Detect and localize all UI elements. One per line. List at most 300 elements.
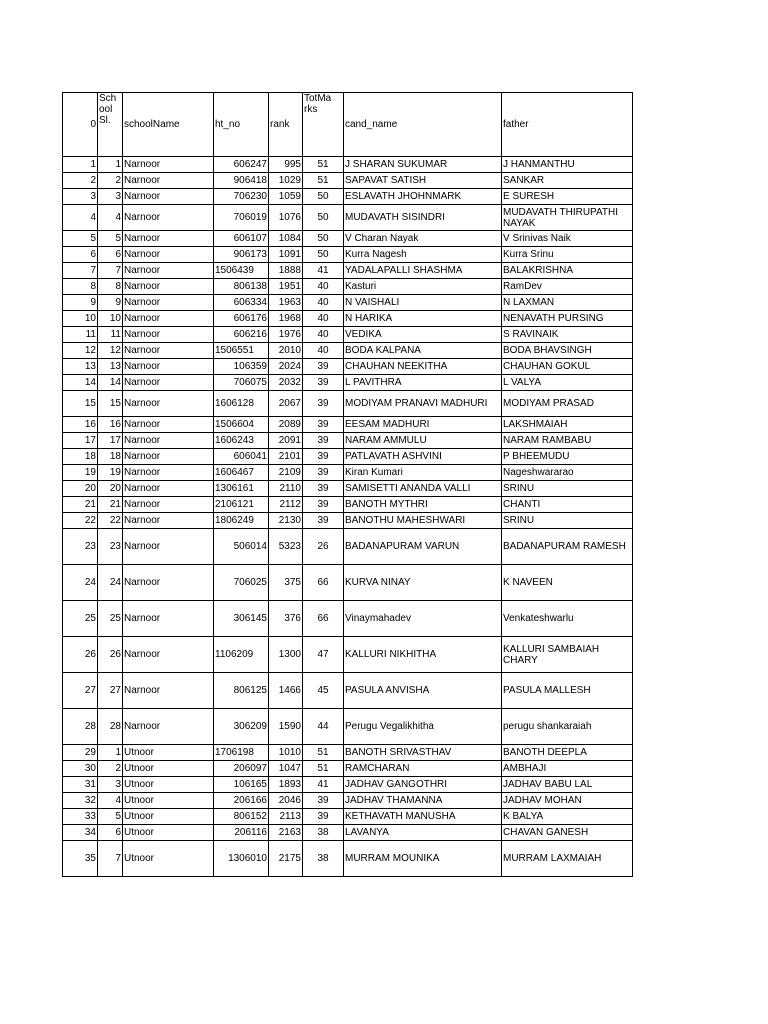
- rank-cell[interactable]: 1029: [269, 173, 303, 189]
- tot-marks-cell[interactable]: 50: [303, 231, 344, 247]
- school-sl-cell[interactable]: 24: [98, 565, 123, 601]
- ht-no-cell[interactable]: 1506439: [214, 263, 269, 279]
- tot-marks-cell[interactable]: 51: [303, 761, 344, 777]
- father-cell[interactable]: Nageshwararao: [502, 465, 633, 481]
- header-cand-name[interactable]: cand_name: [344, 93, 502, 157]
- cand-name-cell[interactable]: SAMISETTI ANANDA VALLI: [344, 481, 502, 497]
- ht-no-cell[interactable]: 1806249: [214, 513, 269, 529]
- father-cell[interactable]: L VALYA: [502, 375, 633, 391]
- father-cell[interactable]: Kurra Srinu: [502, 247, 633, 263]
- cand-name-cell[interactable]: Vinaymahadev: [344, 601, 502, 637]
- row-index-cell[interactable]: 18: [63, 449, 98, 465]
- school-name-cell[interactable]: Narnoor: [123, 601, 214, 637]
- father-cell[interactable]: CHAVAN GANESH: [502, 825, 633, 841]
- cand-name-cell[interactable]: BANOTH SRIVASTHAV: [344, 745, 502, 761]
- tot-marks-cell[interactable]: 50: [303, 205, 344, 231]
- rank-cell[interactable]: 1951: [269, 279, 303, 295]
- rank-cell[interactable]: 995: [269, 157, 303, 173]
- tot-marks-cell[interactable]: 38: [303, 841, 344, 877]
- row-index-cell[interactable]: 19: [63, 465, 98, 481]
- ht-no-cell[interactable]: 606216: [214, 327, 269, 343]
- school-sl-cell[interactable]: 1: [98, 745, 123, 761]
- header-school-sl[interactable]: Sch ool Sl.: [98, 93, 123, 157]
- cand-name-cell[interactable]: KALLURI NIKHITHA: [344, 637, 502, 673]
- father-cell[interactable]: RamDev: [502, 279, 633, 295]
- tot-marks-cell[interactable]: 50: [303, 189, 344, 205]
- father-cell[interactable]: CHANTI: [502, 497, 633, 513]
- rank-cell[interactable]: 376: [269, 601, 303, 637]
- school-sl-cell[interactable]: 7: [98, 263, 123, 279]
- row-index-cell[interactable]: 23: [63, 529, 98, 565]
- school-sl-cell[interactable]: 3: [98, 777, 123, 793]
- ht-no-cell[interactable]: 1506604: [214, 417, 269, 433]
- tot-marks-cell[interactable]: 51: [303, 173, 344, 189]
- row-index-cell[interactable]: 25: [63, 601, 98, 637]
- school-sl-cell[interactable]: 18: [98, 449, 123, 465]
- school-name-cell[interactable]: Utnoor: [123, 761, 214, 777]
- ht-no-cell[interactable]: 906173: [214, 247, 269, 263]
- father-cell[interactable]: JADHAV BABU LAL: [502, 777, 633, 793]
- school-sl-cell[interactable]: 1: [98, 157, 123, 173]
- school-sl-cell[interactable]: 16: [98, 417, 123, 433]
- row-index-cell[interactable]: 28: [63, 709, 98, 745]
- school-name-cell[interactable]: Narnoor: [123, 231, 214, 247]
- row-index-cell[interactable]: 12: [63, 343, 98, 359]
- row-index-cell[interactable]: 4: [63, 205, 98, 231]
- header-rank[interactable]: rank: [269, 93, 303, 157]
- tot-marks-cell[interactable]: 39: [303, 375, 344, 391]
- school-name-cell[interactable]: Narnoor: [123, 375, 214, 391]
- table-row: [63, 205, 633, 231]
- tot-marks-cell[interactable]: 39: [303, 809, 344, 825]
- tot-marks-cell[interactable]: 40: [303, 311, 344, 327]
- school-sl-cell[interactable]: 27: [98, 673, 123, 709]
- ht-no-cell[interactable]: 606176: [214, 311, 269, 327]
- school-sl-cell[interactable]: 11: [98, 327, 123, 343]
- rank-cell[interactable]: 1076: [269, 205, 303, 231]
- table-row: [63, 375, 633, 391]
- tot-marks-cell[interactable]: 40: [303, 327, 344, 343]
- ht-no-cell[interactable]: 1306161: [214, 481, 269, 497]
- table-row: [63, 637, 633, 673]
- header-index[interactable]: 0: [63, 93, 98, 157]
- table-row: [63, 673, 633, 709]
- row-index-cell[interactable]: 22: [63, 513, 98, 529]
- father-cell[interactable]: BANOTH DEEPLA: [502, 745, 633, 761]
- row-index-cell[interactable]: 15: [63, 391, 98, 417]
- school-name-cell[interactable]: Narnoor: [123, 709, 214, 745]
- tot-marks-cell[interactable]: 40: [303, 295, 344, 311]
- school-sl-cell[interactable]: 10: [98, 311, 123, 327]
- cand-name-cell[interactable]: VEDIKA: [344, 327, 502, 343]
- tot-marks-cell[interactable]: 39: [303, 433, 344, 449]
- father-cell[interactable]: LAKSHMAIAH: [502, 417, 633, 433]
- father-cell[interactable]: P BHEEMUDU: [502, 449, 633, 465]
- father-cell[interactable]: SRINU: [502, 481, 633, 497]
- school-name-cell[interactable]: Narnoor: [123, 311, 214, 327]
- school-sl-cell[interactable]: 26: [98, 637, 123, 673]
- father-cell[interactable]: S RAVINAIK: [502, 327, 633, 343]
- rank-cell[interactable]: 2046: [269, 793, 303, 809]
- table-row: [63, 709, 633, 745]
- school-name-cell[interactable]: Narnoor: [123, 295, 214, 311]
- rank-cell[interactable]: 2032: [269, 375, 303, 391]
- ht-no-cell[interactable]: 606247: [214, 157, 269, 173]
- rank-cell[interactable]: 1968: [269, 311, 303, 327]
- cand-name-cell[interactable]: MURRAM MOUNIKA: [344, 841, 502, 877]
- cand-name-cell[interactable]: KETHAVATH MANUSHA: [344, 809, 502, 825]
- school-sl-cell[interactable]: 6: [98, 825, 123, 841]
- father-cell[interactable]: MODIYAM PRASAD: [502, 391, 633, 417]
- cand-name-cell[interactable]: V Charan Nayak: [344, 231, 502, 247]
- school-name-cell[interactable]: Narnoor: [123, 465, 214, 481]
- father-cell[interactable]: AMBHAJI: [502, 761, 633, 777]
- school-name-cell[interactable]: Narnoor: [123, 637, 214, 673]
- rank-cell[interactable]: 1466: [269, 673, 303, 709]
- rank-cell[interactable]: 2110: [269, 481, 303, 497]
- row-index-cell[interactable]: 11: [63, 327, 98, 343]
- rank-cell[interactable]: 2175: [269, 841, 303, 877]
- rank-cell[interactable]: 1893: [269, 777, 303, 793]
- ht-no-cell[interactable]: 306209: [214, 709, 269, 745]
- school-name-cell[interactable]: Narnoor: [123, 157, 214, 173]
- row-index-cell[interactable]: 5: [63, 231, 98, 247]
- cand-name-cell[interactable]: PASULA ANVISHA: [344, 673, 502, 709]
- cand-name-cell[interactable]: L PAVITHRA: [344, 375, 502, 391]
- table-row: [63, 793, 633, 809]
- row-index-cell[interactable]: 8: [63, 279, 98, 295]
- school-sl-cell[interactable]: 2: [98, 761, 123, 777]
- row-index-cell[interactable]: 1: [63, 157, 98, 173]
- row-index-cell[interactable]: 10: [63, 311, 98, 327]
- cand-name-cell[interactable]: Kiran Kumari: [344, 465, 502, 481]
- ht-no-cell[interactable]: 1506551: [214, 343, 269, 359]
- ht-no-cell[interactable]: 106359: [214, 359, 269, 375]
- school-sl-cell[interactable]: 25: [98, 601, 123, 637]
- row-index-cell[interactable]: 7: [63, 263, 98, 279]
- school-sl-cell[interactable]: 7: [98, 841, 123, 877]
- cand-name-cell[interactable]: Kasturi: [344, 279, 502, 295]
- school-sl-cell[interactable]: 5: [98, 231, 123, 247]
- tot-marks-cell[interactable]: 41: [303, 263, 344, 279]
- tot-marks-cell[interactable]: 40: [303, 279, 344, 295]
- school-sl-cell[interactable]: 28: [98, 709, 123, 745]
- ht-no-cell[interactable]: 1606128: [214, 391, 269, 417]
- father-cell[interactable]: PASULA MALLESH: [502, 673, 633, 709]
- tot-marks-cell[interactable]: 39: [303, 465, 344, 481]
- school-sl-cell[interactable]: 17: [98, 433, 123, 449]
- tot-marks-cell[interactable]: 39: [303, 513, 344, 529]
- father-cell[interactable]: K BALYA: [502, 809, 633, 825]
- tot-marks-cell[interactable]: 44: [303, 709, 344, 745]
- cand-name-cell[interactable]: EESAM MADHURI: [344, 417, 502, 433]
- rank-cell[interactable]: 1047: [269, 761, 303, 777]
- school-name-cell[interactable]: Narnoor: [123, 417, 214, 433]
- cand-name-cell[interactable]: YADALAPALLI SHASHMA: [344, 263, 502, 279]
- father-cell[interactable]: Venkateshwarlu: [502, 601, 633, 637]
- table-row: [63, 391, 633, 417]
- rank-cell[interactable]: 1300: [269, 637, 303, 673]
- cand-name-cell[interactable]: N HARIKA: [344, 311, 502, 327]
- row-index-cell[interactable]: 17: [63, 433, 98, 449]
- rank-cell[interactable]: 2109: [269, 465, 303, 481]
- school-sl-cell[interactable]: 6: [98, 247, 123, 263]
- father-cell[interactable]: N LAXMAN: [502, 295, 633, 311]
- ht-no-cell[interactable]: 1306010: [214, 841, 269, 877]
- row-index-cell[interactable]: 13: [63, 359, 98, 375]
- school-name-cell[interactable]: Narnoor: [123, 327, 214, 343]
- ht-no-cell[interactable]: 206097: [214, 761, 269, 777]
- school-name-cell[interactable]: Narnoor: [123, 497, 214, 513]
- school-sl-cell[interactable]: 13: [98, 359, 123, 375]
- tot-marks-cell[interactable]: 39: [303, 481, 344, 497]
- rank-cell[interactable]: 1963: [269, 295, 303, 311]
- ht-no-cell[interactable]: 206166: [214, 793, 269, 809]
- ht-no-cell[interactable]: 706025: [214, 565, 269, 601]
- school-name-cell[interactable]: Narnoor: [123, 279, 214, 295]
- cand-name-cell[interactable]: BADANAPURAM VARUN: [344, 529, 502, 565]
- row-index-cell[interactable]: 30: [63, 761, 98, 777]
- rank-cell[interactable]: 2101: [269, 449, 303, 465]
- table-row: [63, 247, 633, 263]
- cand-name-cell[interactable]: N VAISHALI: [344, 295, 502, 311]
- row-index-cell[interactable]: 24: [63, 565, 98, 601]
- tot-marks-cell[interactable]: 66: [303, 565, 344, 601]
- rank-cell[interactable]: 1590: [269, 709, 303, 745]
- row-index-cell[interactable]: 33: [63, 809, 98, 825]
- ht-no-cell[interactable]: 1706198: [214, 745, 269, 761]
- ht-no-cell[interactable]: 806125: [214, 673, 269, 709]
- school-name-cell[interactable]: Narnoor: [123, 247, 214, 263]
- row-index-cell[interactable]: 26: [63, 637, 98, 673]
- father-cell[interactable]: JADHAV MOHAN: [502, 793, 633, 809]
- cand-name-cell[interactable]: KURVA NINAY: [344, 565, 502, 601]
- school-sl-cell[interactable]: 2: [98, 173, 123, 189]
- row-index-cell[interactable]: 6: [63, 247, 98, 263]
- school-sl-cell[interactable]: 22: [98, 513, 123, 529]
- cand-name-cell[interactable]: BANOTHU MAHESHWARI: [344, 513, 502, 529]
- ht-no-cell[interactable]: 906418: [214, 173, 269, 189]
- ht-no-cell[interactable]: 2106121: [214, 497, 269, 513]
- rank-cell[interactable]: 1091: [269, 247, 303, 263]
- school-sl-cell[interactable]: 3: [98, 189, 123, 205]
- school-name-cell[interactable]: Utnoor: [123, 825, 214, 841]
- tot-marks-cell[interactable]: 39: [303, 391, 344, 417]
- school-name-cell[interactable]: Narnoor: [123, 263, 214, 279]
- school-name-cell[interactable]: Utnoor: [123, 745, 214, 761]
- father-cell[interactable]: V Srinivas Naik: [502, 231, 633, 247]
- ht-no-cell[interactable]: 806138: [214, 279, 269, 295]
- school-sl-cell[interactable]: 12: [98, 343, 123, 359]
- school-sl-cell[interactable]: 20: [98, 481, 123, 497]
- rank-cell[interactable]: 2089: [269, 417, 303, 433]
- cand-name-cell[interactable]: BODA KALPANA: [344, 343, 502, 359]
- rank-cell[interactable]: 375: [269, 565, 303, 601]
- rank-cell[interactable]: 2113: [269, 809, 303, 825]
- father-cell[interactable]: SRINU: [502, 513, 633, 529]
- school-name-cell[interactable]: Narnoor: [123, 343, 214, 359]
- rank-cell[interactable]: 1888: [269, 263, 303, 279]
- father-cell[interactable]: E SURESH: [502, 189, 633, 205]
- father-cell[interactable]: perugu shankaraiah: [502, 709, 633, 745]
- school-name-cell[interactable]: Narnoor: [123, 529, 214, 565]
- ht-no-cell[interactable]: 606107: [214, 231, 269, 247]
- cand-name-cell[interactable]: BANOTH MYTHRI: [344, 497, 502, 513]
- ht-no-cell[interactable]: 306145: [214, 601, 269, 637]
- school-name-cell[interactable]: Utnoor: [123, 841, 214, 877]
- row-index-cell[interactable]: 27: [63, 673, 98, 709]
- school-sl-cell[interactable]: 15: [98, 391, 123, 417]
- school-name-cell[interactable]: Narnoor: [123, 565, 214, 601]
- ht-no-cell[interactable]: 1106209: [214, 637, 269, 673]
- father-cell[interactable]: BODA BHAVSINGH: [502, 343, 633, 359]
- father-cell[interactable]: NENAVATH PURSING: [502, 311, 633, 327]
- row-index-cell[interactable]: 14: [63, 375, 98, 391]
- ht-no-cell[interactable]: 106165: [214, 777, 269, 793]
- header-ht-no[interactable]: ht_no: [214, 93, 269, 157]
- school-sl-cell[interactable]: 21: [98, 497, 123, 513]
- rank-cell[interactable]: 1976: [269, 327, 303, 343]
- row-index-cell[interactable]: 21: [63, 497, 98, 513]
- ht-no-cell[interactable]: 506014: [214, 529, 269, 565]
- row-index-cell[interactable]: 2: [63, 173, 98, 189]
- school-name-cell[interactable]: Utnoor: [123, 777, 214, 793]
- cand-name-cell[interactable]: Kurra Nagesh: [344, 247, 502, 263]
- father-cell[interactable]: SANKAR: [502, 173, 633, 189]
- tot-marks-cell[interactable]: 47: [303, 637, 344, 673]
- header-school-name[interactable]: schoolName: [123, 93, 214, 157]
- cand-name-cell[interactable]: J SHARAN SUKUMAR: [344, 157, 502, 173]
- school-sl-cell[interactable]: 8: [98, 279, 123, 295]
- rank-cell[interactable]: 2163: [269, 825, 303, 841]
- school-name-cell[interactable]: Narnoor: [123, 391, 214, 417]
- school-sl-cell[interactable]: 14: [98, 375, 123, 391]
- tot-marks-cell[interactable]: 51: [303, 157, 344, 173]
- father-cell[interactable]: KALLURI SAMBAIAH CHARY: [502, 637, 633, 673]
- cand-name-cell[interactable]: MUDAVATH SISINDRI: [344, 205, 502, 231]
- header-father[interactable]: father: [502, 93, 633, 157]
- row-index-cell[interactable]: 31: [63, 777, 98, 793]
- row-index-cell[interactable]: 34: [63, 825, 98, 841]
- school-sl-cell[interactable]: 9: [98, 295, 123, 311]
- father-cell[interactable]: NARAM RAMBABU: [502, 433, 633, 449]
- school-name-cell[interactable]: Narnoor: [123, 189, 214, 205]
- rank-cell[interactable]: 5323: [269, 529, 303, 565]
- school-sl-cell[interactable]: 4: [98, 205, 123, 231]
- row-index-cell[interactable]: 29: [63, 745, 98, 761]
- father-cell[interactable]: BADANAPURAM RAMESH: [502, 529, 633, 565]
- tot-marks-cell[interactable]: 45: [303, 673, 344, 709]
- ht-no-cell[interactable]: 206116: [214, 825, 269, 841]
- row-index-cell[interactable]: 16: [63, 417, 98, 433]
- school-name-cell[interactable]: Narnoor: [123, 481, 214, 497]
- tot-marks-cell[interactable]: 51: [303, 745, 344, 761]
- cand-name-cell[interactable]: LAVANYA: [344, 825, 502, 841]
- cand-name-cell[interactable]: SAPAVAT SATISH: [344, 173, 502, 189]
- ht-no-cell[interactable]: 606041: [214, 449, 269, 465]
- school-sl-cell[interactable]: 19: [98, 465, 123, 481]
- tot-marks-cell[interactable]: 39: [303, 417, 344, 433]
- cand-name-cell[interactable]: Perugu Vegalikhitha: [344, 709, 502, 745]
- ht-no-cell[interactable]: 706075: [214, 375, 269, 391]
- ht-no-cell[interactable]: 806152: [214, 809, 269, 825]
- tot-marks-cell[interactable]: 39: [303, 449, 344, 465]
- tot-marks-cell[interactable]: 26: [303, 529, 344, 565]
- school-sl-cell[interactable]: 5: [98, 809, 123, 825]
- tot-marks-cell[interactable]: 39: [303, 359, 344, 375]
- row-index-cell[interactable]: 9: [63, 295, 98, 311]
- tot-marks-cell[interactable]: 39: [303, 497, 344, 513]
- school-name-cell[interactable]: Narnoor: [123, 173, 214, 189]
- ht-no-cell[interactable]: 1606243: [214, 433, 269, 449]
- cand-name-cell[interactable]: CHAUHAN NEEKITHA: [344, 359, 502, 375]
- table-row: [63, 761, 633, 777]
- rank-cell[interactable]: 1010: [269, 745, 303, 761]
- cand-name-cell[interactable]: PATLAVATH ASHVINI: [344, 449, 502, 465]
- table-row: [63, 157, 633, 173]
- tot-marks-cell[interactable]: 39: [303, 793, 344, 809]
- rank-cell[interactable]: 1059: [269, 189, 303, 205]
- ht-no-cell[interactable]: 706019: [214, 205, 269, 231]
- row-index-cell[interactable]: 3: [63, 189, 98, 205]
- row-index-cell[interactable]: 20: [63, 481, 98, 497]
- cand-name-cell[interactable]: ESLAVATH JHOHNMARK: [344, 189, 502, 205]
- ht-no-cell[interactable]: 706230: [214, 189, 269, 205]
- school-name-cell[interactable]: Narnoor: [123, 513, 214, 529]
- tot-marks-cell[interactable]: 50: [303, 247, 344, 263]
- father-cell[interactable]: K NAVEEN: [502, 565, 633, 601]
- ht-no-cell[interactable]: 606334: [214, 295, 269, 311]
- rank-cell[interactable]: 2010: [269, 343, 303, 359]
- table-row: [63, 189, 633, 205]
- table-row: [63, 481, 633, 497]
- father-cell[interactable]: BALAKRISHNA: [502, 263, 633, 279]
- rank-cell[interactable]: 2112: [269, 497, 303, 513]
- tot-marks-cell[interactable]: 66: [303, 601, 344, 637]
- rank-cell[interactable]: 2130: [269, 513, 303, 529]
- father-cell[interactable]: MURRAM LAXMAIAH: [502, 841, 633, 877]
- school-name-cell[interactable]: Narnoor: [123, 205, 214, 231]
- tot-marks-cell[interactable]: 40: [303, 343, 344, 359]
- row-index-cell[interactable]: 35: [63, 841, 98, 877]
- rank-cell[interactable]: 2024: [269, 359, 303, 375]
- school-sl-cell[interactable]: 23: [98, 529, 123, 565]
- school-name-cell[interactable]: Utnoor: [123, 793, 214, 809]
- school-name-cell[interactable]: Narnoor: [123, 359, 214, 375]
- school-name-cell[interactable]: Utnoor: [123, 809, 214, 825]
- father-cell[interactable]: MUDAVATH THIRUPATHI NAYAK: [502, 205, 633, 231]
- ht-no-cell[interactable]: 1606467: [214, 465, 269, 481]
- tot-marks-cell[interactable]: 41: [303, 777, 344, 793]
- tot-marks-cell[interactable]: 38: [303, 825, 344, 841]
- cand-name-cell[interactable]: MODIYAM PRANAVI MADHURI: [344, 391, 502, 417]
- header-tot-marks[interactable]: TotMa rks: [303, 93, 344, 157]
- cand-name-cell[interactable]: JADHAV GANGOTHRI: [344, 777, 502, 793]
- rank-cell[interactable]: 2091: [269, 433, 303, 449]
- cand-name-cell[interactable]: JADHAV THAMANNA: [344, 793, 502, 809]
- school-name-cell[interactable]: Narnoor: [123, 449, 214, 465]
- father-cell[interactable]: J HANMANTHU: [502, 157, 633, 173]
- cand-name-cell[interactable]: NARAM AMMULU: [344, 433, 502, 449]
- school-name-cell[interactable]: Narnoor: [123, 433, 214, 449]
- school-sl-cell[interactable]: 4: [98, 793, 123, 809]
- row-index-cell[interactable]: 32: [63, 793, 98, 809]
- school-name-cell[interactable]: Narnoor: [123, 673, 214, 709]
- rank-cell[interactable]: 2067: [269, 391, 303, 417]
- father-cell[interactable]: CHAUHAN GOKUL: [502, 359, 633, 375]
- rank-cell[interactable]: 1084: [269, 231, 303, 247]
- cand-name-cell[interactable]: RAMCHARAN: [344, 761, 502, 777]
